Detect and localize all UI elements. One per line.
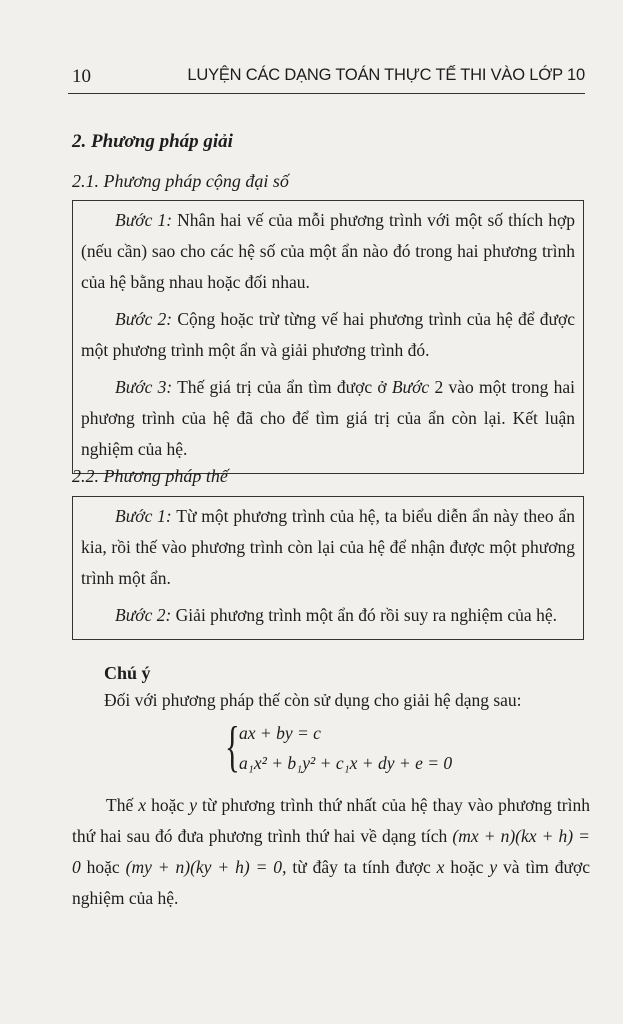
page-number: 10 xyxy=(72,66,91,87)
math-x: x xyxy=(436,857,445,877)
brace: { xyxy=(225,716,240,778)
text: hoặc xyxy=(80,857,126,877)
step-text: Thế giá trị của ẩn tìm được ở xyxy=(172,377,392,397)
method2-box xyxy=(72,496,584,640)
method1-title: 2.1. Phương pháp cộng đại số xyxy=(72,171,289,191)
step-text: Cộng hoặc trừ từng vế hai phương trình của hệ để được một phương trình một ẩn và giải phương trình đó. xyxy=(81,309,575,360)
math-x: x xyxy=(138,795,147,815)
method1-step3 xyxy=(81,372,575,465)
method1-step2 xyxy=(81,304,575,366)
step-label: Bước 2: xyxy=(115,309,173,329)
note-intro: Đối với phương pháp thế còn sử dụng cho giải hệ dạng sau: xyxy=(104,690,522,710)
text: và tìm được nghiệm của hệ. xyxy=(72,857,590,908)
math-y: y xyxy=(189,795,197,815)
step-text: Nhân hai vế của mỗi phương trình với một số thích hợp (nếu cần) sao cho các hệ số của một ẩn nào đó trong hai phương trình của hệ bằng nhau hoặc đối nhau. xyxy=(81,210,576,292)
text: hoặc xyxy=(146,795,190,815)
step-label: Bước 3: xyxy=(115,377,173,397)
step-text: Giải phương trình một ẩn đó rồi suy ra nghiệm của hệ. xyxy=(171,605,557,625)
method1-step1 xyxy=(81,205,575,298)
section-title: 2. Phương pháp giải xyxy=(72,131,233,152)
note-paragraph xyxy=(72,790,590,914)
equation-2: a₁x² + b₁y² + c₁x + dy + e = 0 xyxy=(239,753,453,773)
text: hoặc xyxy=(444,857,490,877)
step-text: 2 vào một trong hai phương trình của hệ đã cho để tìm giá trị của ẩn còn lại. Kết luận nghiệm của hệ. xyxy=(81,377,575,459)
note-title: Chú ý xyxy=(104,663,151,683)
formula-2: (my + n)(ky + h) = 0 xyxy=(125,857,283,877)
step-label: Bước 1: xyxy=(115,506,172,526)
formula-1: (mx + n)(kx + h) = 0 xyxy=(72,826,590,877)
method2-step2 xyxy=(81,600,575,631)
equation-1: ax + by = c xyxy=(239,723,321,743)
method1-box xyxy=(72,200,584,474)
step-label: Bước 1: xyxy=(115,210,173,230)
text: từ phương trình thứ nhất của hệ thay vào phương trình thứ hai sau đó đưa phương trình thứ hai về dạng tích xyxy=(72,795,590,846)
step-text: Từ một phương trình của hệ, ta biểu diễn ẩn này theo ẩn kia, rồi thế vào phương trình còn lại của hệ để nhận được một phương trình một ẩn. xyxy=(81,506,576,588)
method2-title: 2.2. Phương pháp thế xyxy=(72,466,228,486)
equation-system xyxy=(225,716,485,781)
text: Thế xyxy=(106,795,139,815)
step-ref: Bước xyxy=(391,377,430,397)
method2-step1 xyxy=(81,501,575,594)
math-y: y xyxy=(489,857,498,877)
header-rule xyxy=(68,93,585,94)
running-header: LUYỆN CÁC DẠNG TOÁN THỰC TẾ THI VÀO LỚP 10 xyxy=(187,66,585,84)
step-label: Bước 2: xyxy=(115,605,172,625)
text: , từ đây ta tính được xyxy=(282,857,437,877)
